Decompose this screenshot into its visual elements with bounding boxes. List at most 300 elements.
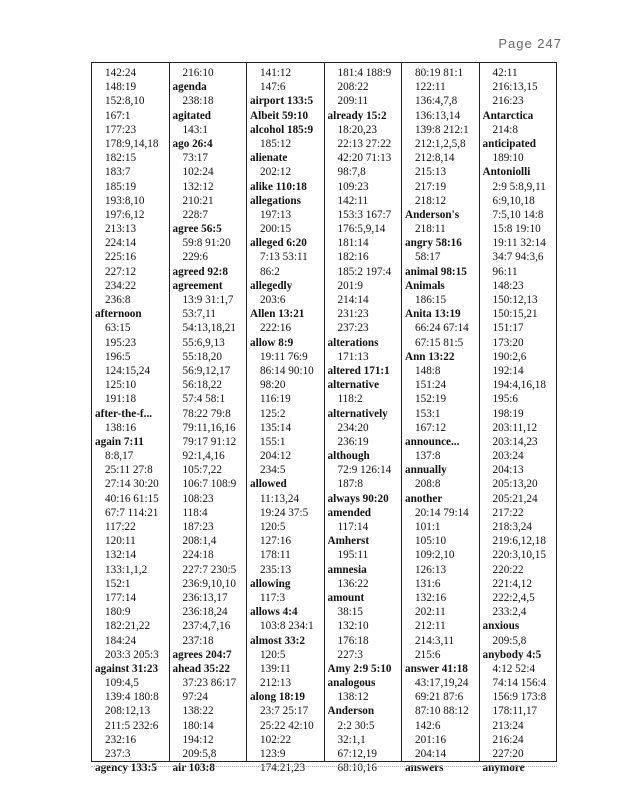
index-reference: 80:19 81:1 [415, 67, 464, 79]
index-reference: 148:8 [415, 364, 441, 377]
index-reference: 74:14 156:4 [492, 677, 547, 690]
index-reference: 8:8,17 [105, 450, 134, 463]
index-term: allegedly [250, 279, 293, 292]
index-term: analogous [327, 677, 376, 690]
index-reference: 54:13,18,21 [182, 322, 236, 335]
index-reference: 138:12 [337, 691, 369, 704]
index-reference: 13:9 31:1,7 [182, 294, 234, 306]
index-reference: 236:13,17 [182, 591, 228, 604]
index-reference: 148:19 [105, 81, 137, 94]
index-term: allowed [250, 478, 287, 491]
index-reference: 225:16 [105, 251, 137, 264]
index-term: anticipated [482, 137, 536, 150]
index-reference: 23:7 25:17 [260, 705, 309, 718]
index-term: alleged 6:20 [250, 237, 307, 250]
index-reference: 125:10 [105, 379, 137, 392]
index-term: Antarctica [482, 109, 534, 122]
index-reference: 148:23 [492, 279, 524, 292]
index-reference: 132:16 [415, 591, 447, 604]
index-reference: 215:13 [415, 166, 447, 179]
index-reference: 131:6 [415, 577, 441, 590]
index-term: although [327, 450, 370, 463]
index-reference: 221:4,12 [492, 577, 532, 590]
index-reference: 56:9,12,17 [182, 364, 231, 377]
index-reference: 216:23 [492, 95, 524, 108]
index-term: again 7:11 [95, 435, 144, 448]
index-reference: 108:23 [182, 492, 214, 505]
index-reference: 171:13 [337, 350, 369, 363]
index-reference: 233:2,4 [492, 606, 527, 619]
index-reference: 185:19 [105, 180, 137, 193]
index-reference: 216:10 [182, 67, 214, 79]
index-reference: 201:9 [337, 279, 363, 292]
index-term: angry 58:16 [405, 237, 462, 250]
index-term: agenda [172, 81, 207, 94]
index-reference: 150:12,13 [492, 294, 538, 306]
index-reference: 227:3 [337, 648, 363, 661]
index-reference: 173:20 [492, 336, 524, 349]
index-reference: 58:17 [415, 251, 441, 264]
index-reference: 40:16 61:15 [105, 492, 159, 505]
index-reference: 66:24 67:14 [415, 322, 469, 335]
index-reference: 152:19 [415, 393, 447, 406]
index-term: after-the-f... [95, 407, 153, 420]
index-term: afternoon [95, 308, 142, 321]
index-reference: 96:11 [492, 265, 518, 278]
index-reference: 32:1,1 [337, 733, 366, 746]
index-reference: 222:16 [260, 322, 292, 335]
index-reference: 220:3,10,15 [492, 549, 546, 562]
index-reference: 138:16 [105, 421, 137, 434]
index-reference: 122:11 [415, 81, 446, 94]
index-term: anymore [482, 762, 525, 775]
index-reference: 198:19 [492, 407, 524, 420]
index-column-3 [246, 63, 324, 775]
index-reference: 109:4,5 [105, 677, 139, 690]
index-term: Anita 13:19 [405, 308, 461, 321]
index-reference: 217:22 [492, 506, 524, 519]
index-reference: 210:21 [182, 194, 214, 207]
index-term: alternatively [327, 407, 388, 420]
index-reference: 224:18 [182, 549, 214, 562]
index-reference: 234:22 [105, 279, 137, 292]
index-reference: 181:14 [337, 237, 369, 250]
footer-rule [91, 766, 557, 767]
index-term: agrees 204:7 [172, 648, 232, 661]
index-term: agitated [172, 109, 212, 122]
index-term: answer 41:18 [405, 662, 468, 675]
index-reference: 97:24 [182, 691, 208, 704]
index-reference: 7:13 53:11 [260, 251, 308, 264]
index-reference: 181:4 188:9 [337, 67, 392, 79]
index-reference: 237:18 [182, 634, 214, 647]
index-reference: 182:16 [337, 251, 369, 264]
index-reference: 219:6,12,18 [492, 535, 546, 548]
index-reference: 217:19 [415, 180, 447, 193]
index-term: answers [405, 762, 444, 775]
index-reference: 137:8 [415, 450, 441, 463]
index-term: already 15:2 [327, 109, 387, 122]
index-reference: 203:11,12 [492, 421, 538, 434]
index-reference: 183:7 [105, 166, 131, 179]
index-reference: 214:3,11 [415, 634, 455, 647]
index-term: Antoniolli [482, 166, 531, 179]
index-reference: 177:23 [105, 123, 137, 136]
index-column-1 [91, 63, 169, 775]
index-reference: 109:23 [337, 180, 369, 193]
index-term: amended [327, 506, 372, 519]
word-index-table [91, 62, 557, 775]
index-column-4 [324, 63, 402, 775]
index-reference: 227:20 [492, 748, 524, 760]
index-reference: 117:14 [337, 521, 369, 533]
index-reference: 189:10 [492, 152, 524, 165]
index-reference: 136:22 [337, 577, 369, 590]
index-reference: 139:4 180:8 [105, 691, 159, 704]
index-reference: 102:22 [260, 733, 292, 746]
index-reference: 120:11 [105, 535, 136, 548]
index-term: Amherst [327, 535, 370, 548]
index-term: Allen 13:21 [250, 308, 305, 321]
index-reference: 118:4 [182, 506, 208, 519]
index-reference: 67:12,19 [337, 748, 377, 760]
index-reference: 237:23 [337, 322, 369, 335]
index-reference: 42:11 [492, 67, 518, 79]
index-reference: 229:6 [182, 251, 208, 264]
index-reference: 98:20 [260, 379, 286, 392]
index-reference: 117:3 [260, 591, 286, 604]
index-reference: 182:15 [105, 152, 137, 165]
index-reference: 205:21,24 [492, 492, 538, 505]
index-term: another [405, 492, 443, 505]
index-reference: 209:5,8 [492, 634, 527, 647]
index-reference: 132:10 [337, 620, 369, 633]
index-term: agree 56:5 [172, 223, 222, 236]
index-reference: 7:5,10 14:8 [492, 208, 544, 221]
index-column-6 [479, 63, 558, 775]
index-reference: 220:22 [492, 563, 524, 576]
index-term: along 18:19 [250, 691, 306, 704]
index-reference: 203:24 [492, 450, 524, 463]
index-reference: 109:2,10 [415, 549, 455, 562]
index-reference: 22:13 27:22 [337, 137, 392, 150]
index-reference: 193:8,10 [105, 194, 145, 207]
index-term: altered 171:1 [327, 364, 390, 377]
index-reference: 228:7 [182, 208, 208, 221]
index-reference: 153:1 [415, 407, 441, 420]
index-term: alterations [327, 336, 379, 349]
index-reference: 78:22 79:8 [182, 407, 231, 420]
index-reference: 204:12 [260, 450, 292, 463]
page-number: Page 247 [498, 36, 562, 51]
index-reference: 116:19 [260, 393, 291, 406]
index-reference: 176:18 [337, 634, 369, 647]
index-reference: 167:1 [105, 109, 131, 122]
index-reference: 152:1 [105, 577, 131, 590]
index-term: alike 110:18 [250, 180, 307, 193]
index-reference: 101:1 [415, 521, 441, 533]
index-reference: 227:12 [105, 265, 137, 278]
index-reference: 53:7,11 [182, 308, 216, 321]
index-reference: 59:8 91:20 [182, 237, 231, 250]
index-reference: 231:23 [337, 308, 369, 321]
index-reference: 218:12 [415, 194, 447, 207]
index-reference: 197:6,12 [105, 208, 145, 221]
index-reference: 120:5 [260, 648, 286, 661]
index-reference: 178:11 [260, 549, 291, 562]
index-reference: 184:24 [105, 634, 137, 647]
index-reference: 102:24 [182, 166, 214, 179]
index-reference: 200:15 [260, 223, 292, 236]
index-reference: 187:8 [337, 478, 363, 491]
index-reference: 209:5,8 [182, 748, 217, 760]
index-reference: 203:3 205:3 [105, 648, 159, 661]
index-reference: 11:13,24 [260, 492, 300, 505]
index-reference: 180:14 [182, 719, 214, 732]
index-term: Ann 13:22 [405, 350, 455, 363]
index-reference: 176:5,9,14 [337, 223, 386, 236]
index-reference: 167:12 [415, 421, 447, 434]
index-reference: 124:15,24 [105, 364, 151, 377]
index-term: allegations [250, 194, 301, 207]
index-reference: 151:17 [492, 322, 524, 335]
index-term: animal 98:15 [405, 265, 467, 278]
index-reference: 105:7,22 [182, 464, 222, 477]
index-reference: 86:2 [260, 265, 280, 278]
index-reference: 208:22 [337, 81, 369, 94]
index-reference: 195:23 [105, 336, 137, 349]
index-term: Anderson's [405, 208, 460, 221]
index-reference: 182:21,22 [105, 620, 151, 633]
index-reference: 42:20 71:13 [337, 152, 392, 165]
index-reference: 143:1 [182, 123, 208, 136]
index-reference: 147:6 [260, 81, 286, 94]
index-reference: 57:4 58:1 [182, 393, 226, 406]
index-reference: 237:3 [105, 748, 131, 760]
index-term: anybody 4:5 [482, 648, 542, 661]
index-term: agreed 92:8 [172, 265, 228, 278]
index-reference: 214:14 [337, 294, 369, 306]
index-term: always 90:20 [327, 492, 389, 505]
index-reference: 227:7 230:5 [182, 563, 237, 576]
index-reference: 232:16 [105, 733, 137, 746]
index-term: amnesia [327, 563, 367, 576]
index-term: annually [405, 464, 447, 477]
index-reference: 197:13 [260, 208, 292, 221]
index-reference: 204:13 [492, 464, 524, 477]
index-term: Amy 2:9 5:10 [327, 662, 392, 675]
index-reference: 103:8 234:1 [260, 620, 314, 633]
index-reference: 38:15 [337, 606, 363, 619]
index-reference: 152:8,10 [105, 95, 145, 108]
index-reference: 133:1,1,2 [105, 563, 148, 576]
index-reference: 37:23 86:17 [182, 677, 237, 690]
index-reference: 19:11 32:14 [492, 237, 546, 250]
index-reference: 63:15 [105, 322, 131, 335]
index-reference: 138:22 [182, 705, 214, 718]
index-term: almost 33:2 [250, 634, 305, 647]
index-reference: 191:18 [105, 393, 137, 406]
index-reference: 127:16 [260, 535, 292, 548]
index-reference: 118:2 [337, 393, 363, 406]
index-term: amount [327, 591, 365, 604]
index-reference: 218:11 [415, 223, 446, 236]
index-reference: 18:20,23 [337, 123, 377, 136]
index-reference: 125:2 [260, 407, 286, 420]
index-reference: 218:3,24 [492, 521, 532, 533]
index-reference: 55:18,20 [182, 350, 222, 363]
index-term: anxious [482, 620, 520, 633]
index-reference: 142:11 [337, 194, 369, 207]
index-reference: 212:13 [260, 677, 292, 690]
index-reference: 25:22 42:10 [260, 719, 314, 732]
index-reference: 203:14,23 [492, 435, 538, 448]
index-reference: 178:11,17 [492, 705, 538, 718]
index-reference: 236:8 [105, 294, 131, 306]
index-reference: 212:8,14 [415, 152, 455, 165]
index-reference: 212:11 [415, 620, 446, 633]
index-reference: 55:6,9,13 [182, 336, 225, 349]
index-reference: 2:2 30:5 [337, 719, 375, 732]
index-reference: 195:11 [337, 549, 369, 562]
index-term: announce... [405, 435, 460, 448]
index-reference: 72:9 126:14 [337, 464, 392, 477]
index-reference: 236:19 [337, 435, 369, 448]
index-term: Anderson [327, 705, 375, 718]
index-reference: 120:5 [260, 521, 286, 533]
index-column-2 [169, 63, 247, 775]
index-reference: 19:24 37:5 [260, 506, 309, 519]
index-reference: 187:23 [182, 521, 214, 533]
index-reference: 106:7 108:9 [182, 478, 237, 491]
index-reference: 238:18 [182, 95, 214, 108]
index-reference: 209:11 [337, 95, 369, 108]
index-reference: 67:15 81:5 [415, 336, 464, 349]
index-reference: 214:8 [492, 123, 518, 136]
index-reference: 195:6 [492, 393, 518, 406]
index-reference: 211:5 232:6 [105, 719, 159, 732]
index-reference: 186:15 [415, 294, 447, 306]
index-reference: 155:1 [260, 435, 286, 448]
index-reference: 25:11 27:8 [105, 464, 153, 477]
index-reference: 237:4,7,16 [182, 620, 231, 633]
index-reference: 201:16 [415, 733, 447, 746]
index-reference: 117:22 [105, 521, 136, 533]
index-term: Animals [405, 279, 445, 292]
index-reference: 34:7 94:3,6 [492, 251, 544, 264]
index-reference: 19:11 76:9 [260, 350, 308, 363]
index-reference: 136:13,14 [415, 109, 461, 122]
index-reference: 73:17 [182, 152, 208, 165]
index-reference: 136:4,7,8 [415, 95, 458, 108]
index-reference: 68:10,16 [337, 762, 377, 775]
index-reference: 20:14 79:14 [415, 506, 469, 519]
index-reference: 216:24 [492, 733, 524, 746]
index-reference: 180:9 [105, 606, 131, 619]
index-reference: 213:13 [105, 223, 137, 236]
index-reference: 67:7 114:21 [105, 506, 159, 519]
index-reference: 6:9,10,18 [492, 194, 535, 207]
index-reference: 86:14 90:10 [260, 364, 314, 377]
index-term: agency 133:5 [95, 762, 157, 775]
index-reference: 142:6 [415, 719, 441, 732]
index-term: ahead 35:22 [172, 662, 230, 675]
index-reference: 150:15,21 [492, 308, 538, 321]
index-reference: 194:12 [182, 733, 214, 746]
index-term: agreement [172, 279, 223, 292]
index-reference: 43:17,19,24 [415, 677, 469, 690]
index-reference: 185:12 [260, 137, 292, 150]
index-reference: 2:9 5:8,9,11 [492, 180, 546, 193]
index-reference: 126:13 [415, 563, 447, 576]
index-reference: 153:3 167:7 [337, 208, 392, 221]
index-reference: 174:21,23 [260, 762, 306, 775]
index-reference: 178:9,14,18 [105, 137, 159, 150]
index-reference: 56:18,22 [182, 379, 222, 392]
index-reference: 203:6 [260, 294, 286, 306]
index-reference: 79:11,16,16 [182, 421, 236, 434]
index-term: allowing [250, 577, 291, 590]
index-reference: 79:17 91:12 [182, 435, 237, 448]
index-reference: 202:11 [415, 606, 446, 619]
index-reference: 202:12 [260, 166, 292, 179]
index-reference: 185:2 197:4 [337, 265, 392, 278]
index-reference: 132:12 [182, 180, 214, 193]
index-reference: 139:8 212:1 [415, 123, 469, 136]
index-term: air 103:8 [172, 762, 215, 775]
index-reference: 139:11 [260, 662, 291, 675]
index-reference: 205:13,20 [492, 478, 538, 491]
index-reference: 212:1,2,5,8 [415, 137, 466, 150]
index-reference: 27:14 30:20 [105, 478, 159, 491]
index-term: against 31:23 [95, 662, 159, 675]
index-reference: 177:14 [105, 591, 137, 604]
index-reference: 151:24 [415, 379, 447, 392]
index-reference: 105:10 [415, 535, 447, 548]
index-reference: 123:9 [260, 748, 286, 760]
index-reference: 224:14 [105, 237, 137, 250]
index-reference: 222:2,4,5 [492, 591, 535, 604]
index-reference: 141:12 [260, 67, 292, 79]
index-term: allows 4:4 [250, 606, 298, 619]
index-term: allow 8:9 [250, 336, 294, 349]
index-reference: 132:14 [105, 549, 137, 562]
index-reference: 204:14 [415, 748, 447, 760]
index-reference: 235:13 [260, 563, 292, 576]
index-reference: 213:24 [492, 719, 524, 732]
index-reference: 190:2,6 [492, 350, 527, 363]
index-column-5 [401, 63, 479, 775]
index-reference: 208:12,13 [105, 705, 151, 718]
index-reference: 196:5 [105, 350, 131, 363]
index-reference: 194:4,16,18 [492, 379, 546, 392]
index-reference: 142:24 [105, 67, 137, 79]
index-term: Albeit 59:10 [250, 109, 309, 122]
index-reference: 69:21 87:6 [415, 691, 464, 704]
index-reference: 15:8 19:10 [492, 223, 541, 236]
index-reference: 156:9 173:8 [492, 691, 547, 704]
index-reference: 234:20 [337, 421, 369, 434]
index-reference: 4:12 52:4 [492, 662, 536, 675]
index-reference: 236:18,24 [182, 606, 228, 619]
index-reference: 216:13,15 [492, 81, 538, 94]
index-reference: 236:9,10,10 [182, 577, 236, 590]
index-reference: 87:10 88:12 [415, 705, 469, 718]
index-reference: 208:1,4 [182, 535, 217, 548]
index-reference: 135:14 [260, 421, 292, 434]
index-reference: 92:1,4,16 [182, 450, 225, 463]
index-reference: 215:6 [415, 648, 441, 661]
